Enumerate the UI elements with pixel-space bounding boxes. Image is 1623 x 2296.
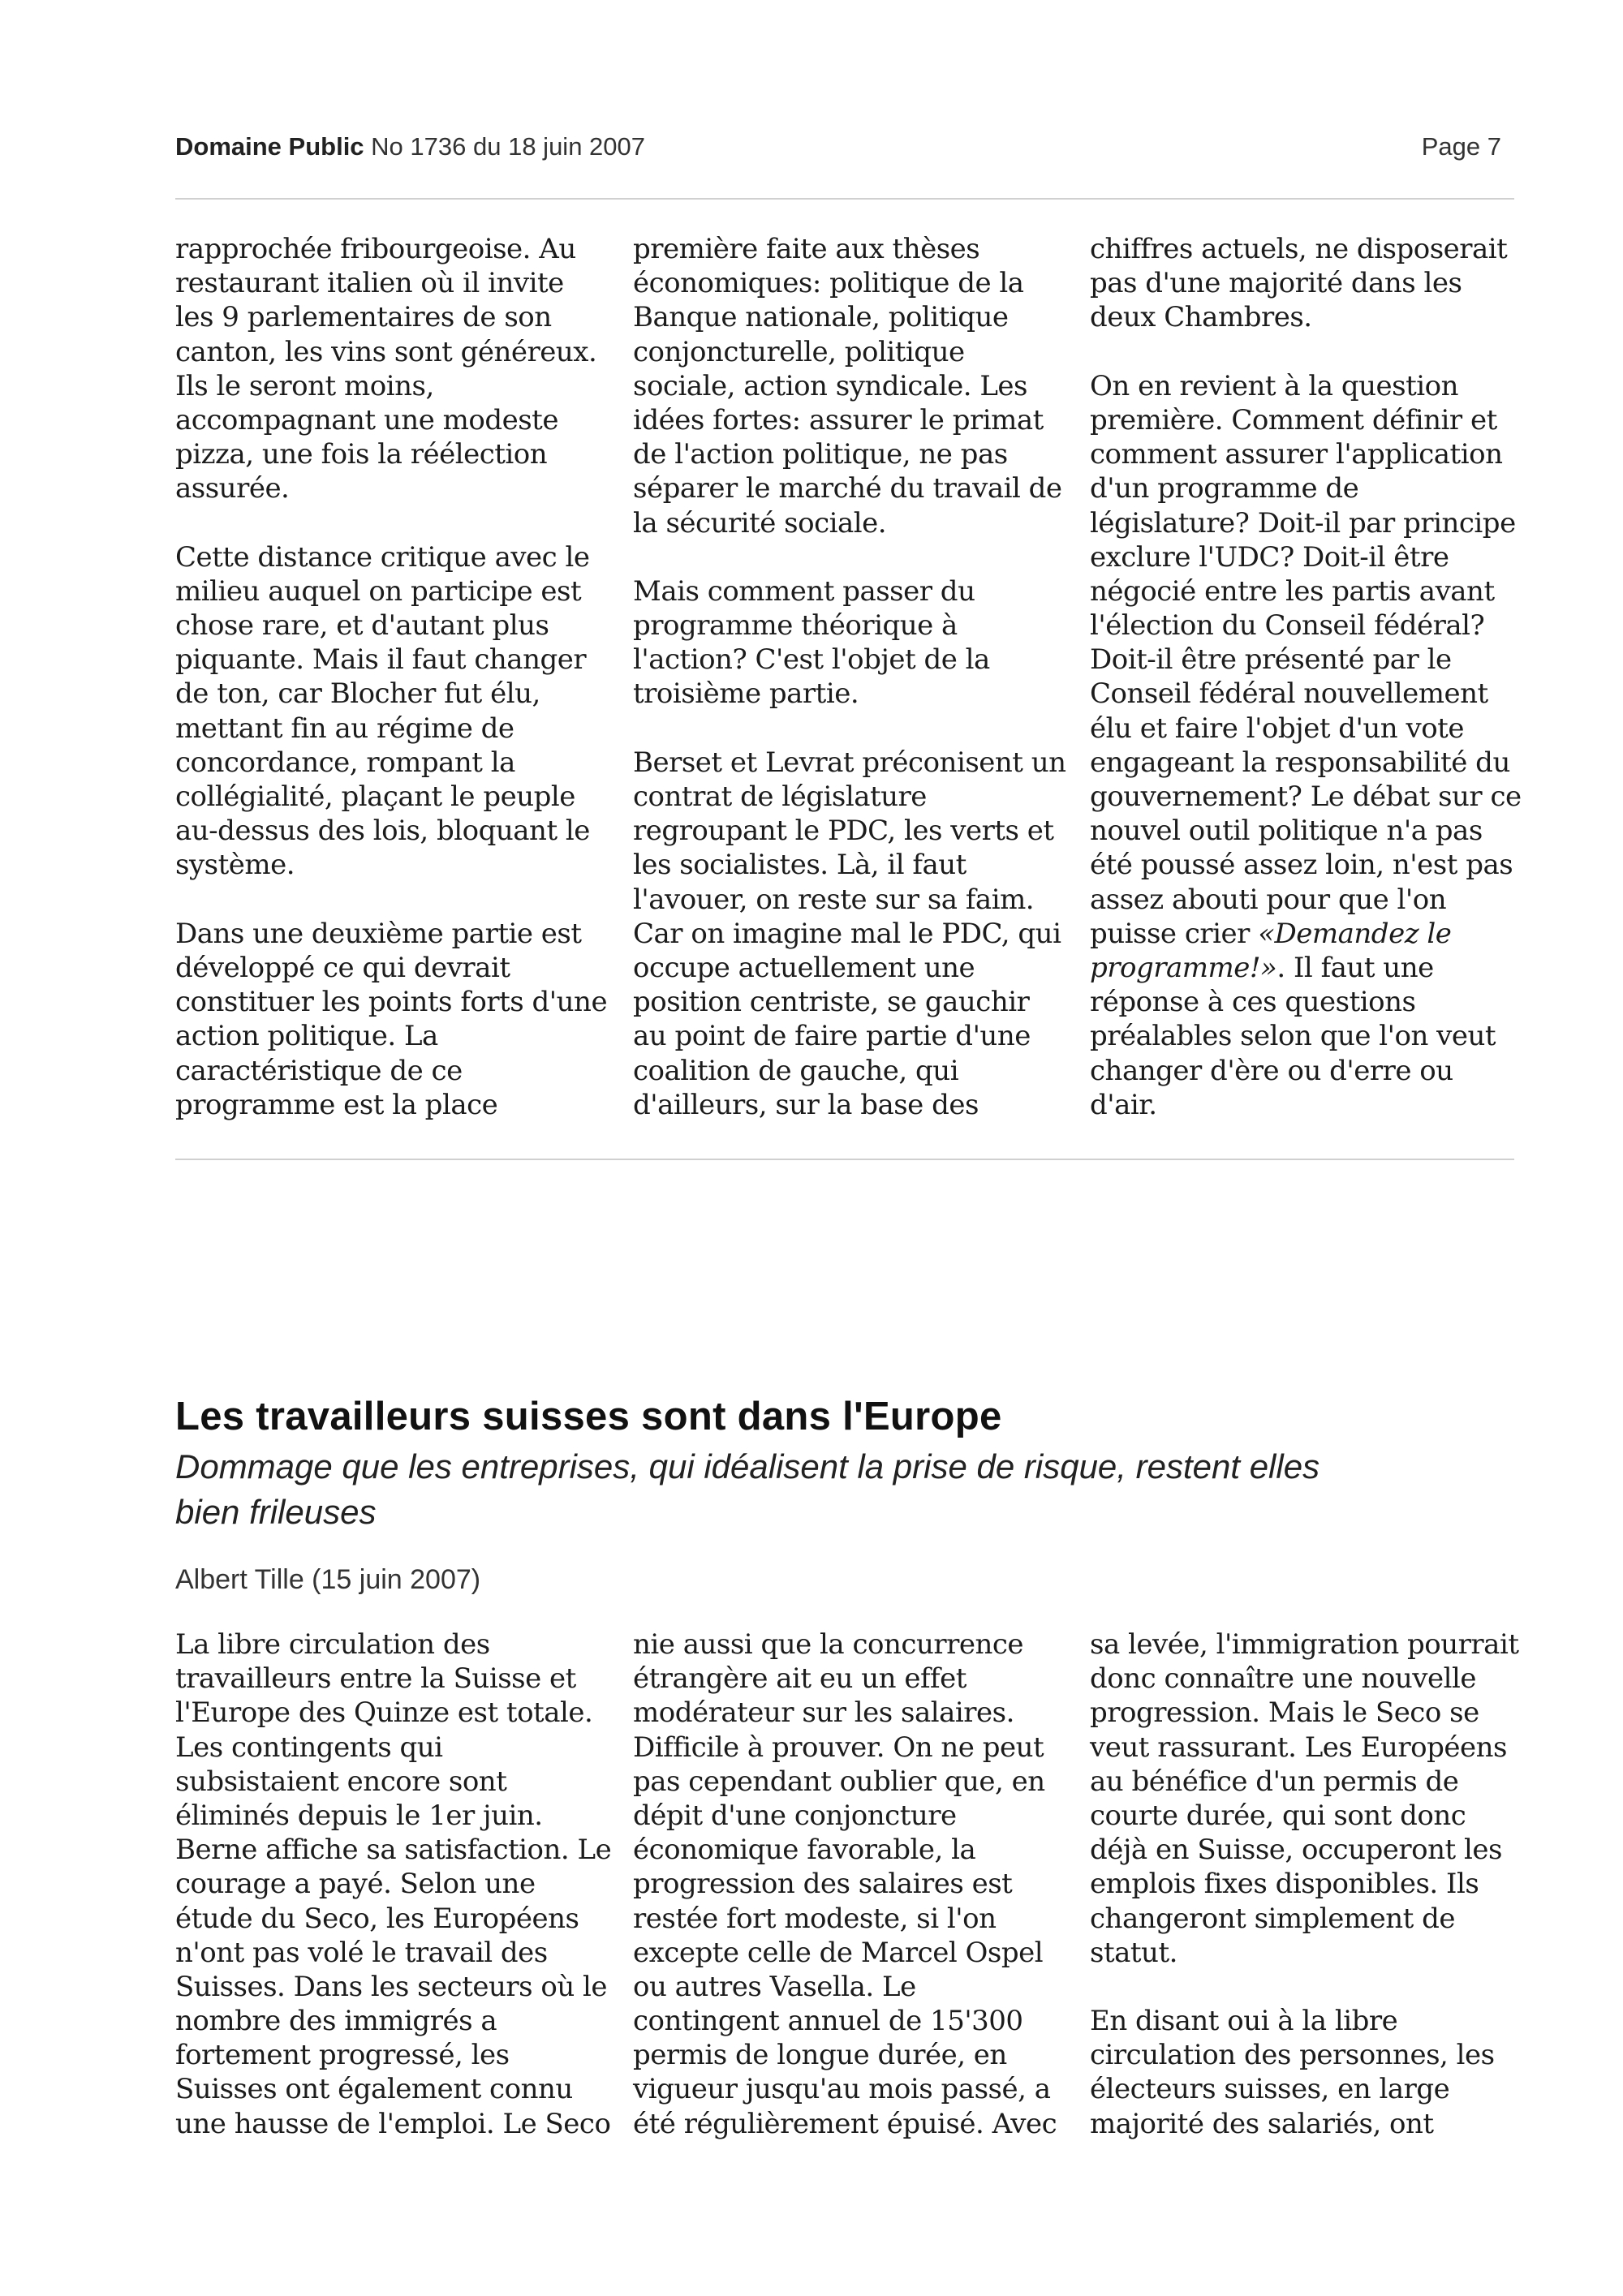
- text-line: subsistaient encore sont: [175, 1765, 507, 1798]
- text-line: restée fort modeste, si l'on: [633, 1902, 997, 1935]
- text-line: étrangère ait eu un effet: [633, 1662, 966, 1696]
- top-article-column-3: [1090, 232, 1522, 1122]
- text-line: piquante. Mais il faut changer: [175, 643, 587, 677]
- text-line: modérateur sur les salaires.: [633, 1696, 1014, 1730]
- text-line: progression. Mais le Seco se: [1090, 1696, 1479, 1730]
- header-divider: [175, 198, 1514, 200]
- text-line: d'un programme de: [1090, 472, 1359, 505]
- text-line: progression des salaires est: [633, 1868, 1013, 1901]
- subtitle-line: Dommage que les entreprises, qui idéalisent la prise de risque, restent elles: [175, 1447, 1320, 1486]
- text-line: contingent annuel de 15'300: [633, 2005, 1023, 2038]
- text-line: d'ailleurs, sur la base des: [633, 1088, 979, 1121]
- text-line: canton, les vins sont généreux.: [175, 335, 597, 368]
- text-line: Difficile à prouver. On ne peut: [633, 1731, 1044, 1764]
- text-line: système.: [175, 849, 295, 882]
- text-line: accompagnant une modeste: [175, 403, 558, 436]
- text-line: l'action? C'est l'objet de la: [633, 643, 990, 677]
- top-article-column-1: [175, 232, 608, 1122]
- paragraph-break: [1090, 335, 1512, 369]
- text-line: Car on imagine mal le PDC, qui: [633, 917, 1061, 950]
- text-line: travailleurs entre la Suisse et: [175, 1662, 576, 1696]
- article-title: Les travailleurs suisses sont dans l'Europe: [175, 1395, 1002, 1438]
- paragraph-break: [1090, 1970, 1512, 2004]
- text-line: [1090, 951, 1512, 985]
- text-line: l'avouer, on reste sur sa faim.: [633, 883, 1035, 916]
- text-line: d'air.: [1090, 1088, 1157, 1121]
- text-line: n'ont pas volé le travail des: [175, 1936, 548, 1969]
- publication-info: [175, 132, 645, 161]
- text-line: deux Chambres.: [1090, 301, 1312, 334]
- text-line: occupe actuellement une: [633, 951, 975, 984]
- text-line: emplois fixes disponibles. Ils: [1090, 1868, 1479, 1901]
- text-line: sociale, action syndicale. Les: [633, 369, 1028, 402]
- text-line: déjà en Suisse, occuperont les: [1090, 1834, 1502, 1867]
- text-line: En disant oui à la libre: [1090, 2005, 1398, 2038]
- text-line: assurée.: [175, 472, 290, 505]
- text-line: de l'action politique, ne pas: [633, 438, 1008, 471]
- text-line: Mais comment passer du: [633, 574, 975, 608]
- text-line: les 9 parlementaires de son: [175, 301, 552, 334]
- publication-name: Domaine Public: [175, 132, 364, 161]
- text-line: la sécurité sociale.: [633, 506, 887, 540]
- text-line: économique favorable, la: [633, 1834, 976, 1867]
- text-line: Les contingents qui: [175, 1731, 443, 1764]
- text-line: comment assurer l'application: [1090, 438, 1503, 471]
- text-line: première. Comment définir et: [1090, 403, 1497, 436]
- text-line: séparer le marché du travail de: [633, 472, 1062, 505]
- text-line: l'Europe des Quinze est totale.: [175, 1696, 593, 1730]
- text-line: regroupant le PDC, les verts et: [633, 815, 1054, 848]
- text-line: troisième partie.: [633, 677, 859, 711]
- text-line: chose rare, et d'autant plus: [175, 609, 549, 643]
- text-line: programme est la place: [175, 1088, 498, 1121]
- text-line: été régulièrement épuisé. Avec: [633, 2107, 1057, 2140]
- subtitle-line: bien frileuses: [175, 1493, 377, 1531]
- text-line: collégialité, plaçant le peuple: [175, 780, 575, 813]
- text-line: gouvernement? Le débat sur ce: [1090, 780, 1522, 813]
- text-line: éliminés depuis le 1er juin.: [175, 1799, 543, 1832]
- text-line: position centriste, se gauchir: [633, 986, 1030, 1019]
- text-line: négocié entre les partis avant: [1090, 574, 1495, 608]
- text-line: constituer les points forts d'une: [175, 986, 608, 1019]
- article-subtitle: [175, 1444, 1514, 1535]
- text-line: conjoncturelle, politique: [633, 335, 965, 368]
- article-column-1: [175, 1627, 612, 2141]
- text-line: dépit d'une conjoncture: [633, 1799, 957, 1832]
- text-line: nie aussi que la concurrence: [633, 1628, 1024, 1661]
- quote-text: «Demandez le: [1258, 917, 1452, 950]
- text-line: Ils le seront moins,: [175, 369, 434, 402]
- text-line: puisse crier «Demandez le: [1090, 917, 1452, 950]
- text-line: sa levée, l'immigration pourrait: [1090, 1628, 1519, 1661]
- article-column-3: [1090, 1627, 1519, 2141]
- article-author: Albert Tille (15 juin 2007): [175, 1564, 481, 1595]
- text-line: changeront simplement de: [1090, 1902, 1456, 1935]
- text-line: nombre des immigrés a: [175, 2005, 497, 2038]
- text-line: milieu auquel on participe est: [175, 574, 582, 608]
- text-line: Doit-il être présenté par le: [1090, 643, 1452, 677]
- text-line: concordance, rompant la: [175, 746, 515, 779]
- text-line: mettant fin au régime de: [175, 712, 514, 745]
- text-line: assez abouti pour que l'on: [1090, 883, 1447, 916]
- text-line: économiques: politique de la: [633, 267, 1024, 300]
- text-line: réponse à ces questions: [1090, 986, 1416, 1019]
- text-line: été poussé assez loin, n'est pas: [1090, 849, 1513, 882]
- text-line: engageant la responsabilité du: [1090, 746, 1510, 779]
- text-line: courage a payé. Selon une: [175, 1868, 536, 1901]
- text-line: changer d'ère ou d'erre ou: [1090, 1054, 1453, 1087]
- text-line: exclure l'UDC? Doit-il être: [1090, 540, 1449, 574]
- text-line: courte durée, qui sont donc: [1090, 1799, 1466, 1832]
- text-line: permis de longue durée, en: [633, 2039, 1007, 2072]
- text-line: Conseil fédéral nouvellement: [1090, 677, 1488, 711]
- text-line: les socialistes. Là, il faut: [633, 849, 966, 882]
- text-line: Banque nationale, politique: [633, 301, 1009, 334]
- text-line: donc connaître une nouvelle: [1090, 1662, 1476, 1696]
- text-line: restaurant italien où il invite: [175, 267, 564, 300]
- text-line: caractéristique de ce: [175, 1054, 463, 1087]
- page-number: Page 7: [1421, 132, 1501, 161]
- text-line: pizza, une fois la réélection: [175, 438, 548, 471]
- top-article-column-2: [633, 232, 1066, 1122]
- text-line: Dans une deuxième partie est: [175, 917, 582, 950]
- text-line: statut.: [1090, 1936, 1177, 1969]
- text-line: législature? Doit-il par principe: [1090, 506, 1516, 540]
- paragraph-break: [633, 712, 1055, 746]
- article-divider: [175, 1159, 1514, 1160]
- text-line: excepte celle de Marcel Ospel: [633, 1936, 1044, 1969]
- text-line: coalition de gauche, qui: [633, 1054, 959, 1087]
- text-line: l'élection du Conseil fédéral?: [1090, 609, 1485, 643]
- text-line: au point de faire partie d'une: [633, 1020, 1031, 1053]
- text-line: électeurs suisses, en large: [1090, 2073, 1450, 2106]
- text-line: programme théorique à: [633, 609, 958, 643]
- text-line: idées fortes: assurer le primat: [633, 403, 1044, 436]
- text-line: développé ce qui devrait: [175, 951, 510, 984]
- paragraph-break: [633, 540, 1055, 574]
- page-header: [175, 132, 1514, 168]
- text-line: première faite aux thèses: [633, 233, 980, 265]
- text-line: préalables selon que l'on veut: [1090, 1020, 1496, 1053]
- issue-info: No 1736 du 18 juin 2007: [371, 132, 646, 161]
- text-line: Suisses. Dans les secteurs où le: [175, 1970, 608, 2003]
- text-line: Cette distance critique avec le: [175, 540, 590, 574]
- text-line: fortement progressé, les: [175, 2039, 510, 2072]
- text-line: veut rassurant. Les Européens: [1090, 1731, 1507, 1764]
- text-line: de ton, car Blocher fut élu,: [175, 677, 540, 711]
- text-line: étude du Seco, les Européens: [175, 1902, 579, 1935]
- text-line: Berset et Levrat préconisent un: [633, 746, 1066, 779]
- text-fragment: . Il faut une: [1276, 951, 1434, 984]
- text-line: contrat de législature: [633, 780, 927, 813]
- text-line: action politique. La: [175, 1020, 438, 1053]
- paragraph-break: [175, 506, 597, 540]
- text-line: au-dessus des lois, bloquant le: [175, 815, 590, 848]
- text-line: circulation des personnes, les: [1090, 2039, 1495, 2072]
- text-line: Suisses ont également connu: [175, 2073, 573, 2106]
- text-line: une hausse de l'emploi. Le Seco: [175, 2107, 611, 2140]
- text-line: rapprochée fribourgeoise. Au: [175, 233, 576, 265]
- text-line: au bénéfice d'un permis de: [1090, 1765, 1459, 1798]
- paragraph-break: [175, 883, 597, 917]
- text-line: On en revient à la question: [1090, 369, 1459, 402]
- text-line: chiffres actuels, ne disposerait: [1090, 233, 1508, 265]
- text-line: élu et faire l'objet d'un vote: [1090, 712, 1464, 745]
- text-line: La libre circulation des: [175, 1628, 490, 1661]
- text-line: nouvel outil politique n'a pas: [1090, 815, 1483, 848]
- quote-text: programme!»: [1090, 951, 1277, 984]
- text-line: Berne affiche sa satisfaction. Le: [175, 1834, 612, 1867]
- text-line: vigueur jusqu'au mois passé, a: [633, 2073, 1051, 2106]
- text-line: pas d'une majorité dans les: [1090, 267, 1462, 300]
- text-line: ou autres Vasella. Le: [633, 1970, 916, 2003]
- text-line: pas cependant oublier que, en: [633, 1765, 1045, 1798]
- text-line: majorité des salariés, ont: [1090, 2107, 1434, 2140]
- article-column-2: [633, 1627, 1055, 2141]
